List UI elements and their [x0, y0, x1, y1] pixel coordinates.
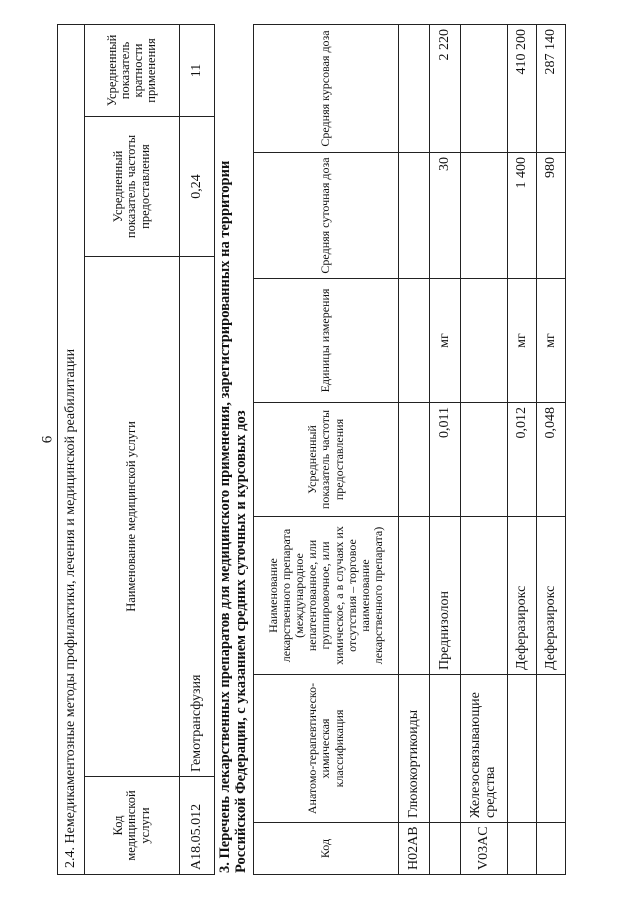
- header-drug-name: Наименование лекарственного препарата (международное непатентованное, или группировочное, или химическое, а в случаях их отсутствия – торговое наименование лекарственного препарата): [254, 517, 399, 675]
- page-number: 6: [39, 435, 56, 444]
- service-name-cell: Гемотрансфузия: [180, 257, 215, 777]
- rotated-content: [57, 20, 617, 875]
- drugs-table: [253, 24, 566, 875]
- header-units: Единицы измерения: [254, 279, 399, 403]
- daily-dose-cell: [461, 153, 508, 279]
- frequency-cell: 0,24: [180, 117, 215, 257]
- methods-table: [57, 24, 215, 875]
- header-service-name: Наименование медицинской услуги: [85, 257, 180, 777]
- course-dose-cell: 410 200: [508, 25, 537, 153]
- units-cell: [461, 279, 508, 403]
- drug-cell: Деферазирокс: [537, 517, 566, 675]
- table-row: [537, 25, 566, 875]
- daily-dose-cell: 980: [537, 153, 566, 279]
- header-atc: Анатомо-терапевтическо-химическая классификация: [254, 675, 399, 823]
- course-dose-cell: [399, 25, 430, 153]
- units-cell: мг: [537, 279, 566, 403]
- code-cell: H02AB: [399, 823, 430, 875]
- header-code: Код: [254, 823, 399, 875]
- section-2-4-title: 2.4. Немедикаментозные методы профилактики, лечения и медицинской реабилитации: [58, 24, 85, 874]
- code-cell: [508, 823, 537, 875]
- atc-cell: [537, 675, 566, 823]
- units-cell: мг: [430, 279, 461, 403]
- header-frequency: Усредненный показатель частоты предоставления: [254, 403, 399, 517]
- section-3-heading-line1: 3. Перечень лекарственных препаратов для медицинского применения, зарегистрированных на территории: [217, 160, 233, 873]
- table-row: [180, 24, 215, 874]
- course-dose-cell: 287 140: [537, 25, 566, 153]
- code-cell: V03AC: [461, 823, 508, 875]
- section-3-heading-line2: Российской Федерации, с указанием средних суточных и курсовых доз: [233, 410, 249, 873]
- daily-dose-cell: [399, 153, 430, 279]
- service-code-cell: A18.05.012: [180, 777, 215, 875]
- table-row: [461, 25, 508, 875]
- daily-dose-cell: 1 400: [508, 153, 537, 279]
- drug-cell: [461, 517, 508, 675]
- units-cell: [399, 279, 430, 403]
- frequency-cell: 0,048: [537, 403, 566, 517]
- code-cell: [430, 823, 461, 875]
- atc-cell: [430, 675, 461, 823]
- header-course-dose: Средняя курсовая доза: [254, 25, 399, 153]
- header-daily-dose: Средняя суточная доза: [254, 153, 399, 279]
- drug-cell: Деферазирокс: [508, 517, 537, 675]
- section-3-heading: [217, 25, 249, 873]
- course-dose-cell: [461, 25, 508, 153]
- course-dose-cell: 2 220: [430, 25, 461, 153]
- table-row: [399, 25, 430, 875]
- header-multiplicity: Усредненный показатель кратности применения: [85, 24, 180, 116]
- header-service-code: Код медицинской услуги: [85, 777, 180, 875]
- frequency-cell: 0,011: [430, 403, 461, 517]
- table-row: [508, 25, 537, 875]
- daily-dose-cell: 30: [430, 153, 461, 279]
- multiplicity-cell: 11: [180, 24, 215, 116]
- frequency-cell: [461, 403, 508, 517]
- atc-cell: Глюкокортикоиды: [399, 675, 430, 823]
- frequency-cell: 0,012: [508, 403, 537, 517]
- drug-cell: [399, 517, 430, 675]
- atc-cell: [508, 675, 537, 823]
- drug-cell: Преднизолон: [430, 517, 461, 675]
- units-cell: мг: [508, 279, 537, 403]
- frequency-cell: [399, 403, 430, 517]
- atc-cell: Железосвязывающие средства: [461, 675, 508, 823]
- table-row: [430, 25, 461, 875]
- header-frequency: Усредненный показатель частоты предоставления: [85, 117, 180, 257]
- code-cell: [537, 823, 566, 875]
